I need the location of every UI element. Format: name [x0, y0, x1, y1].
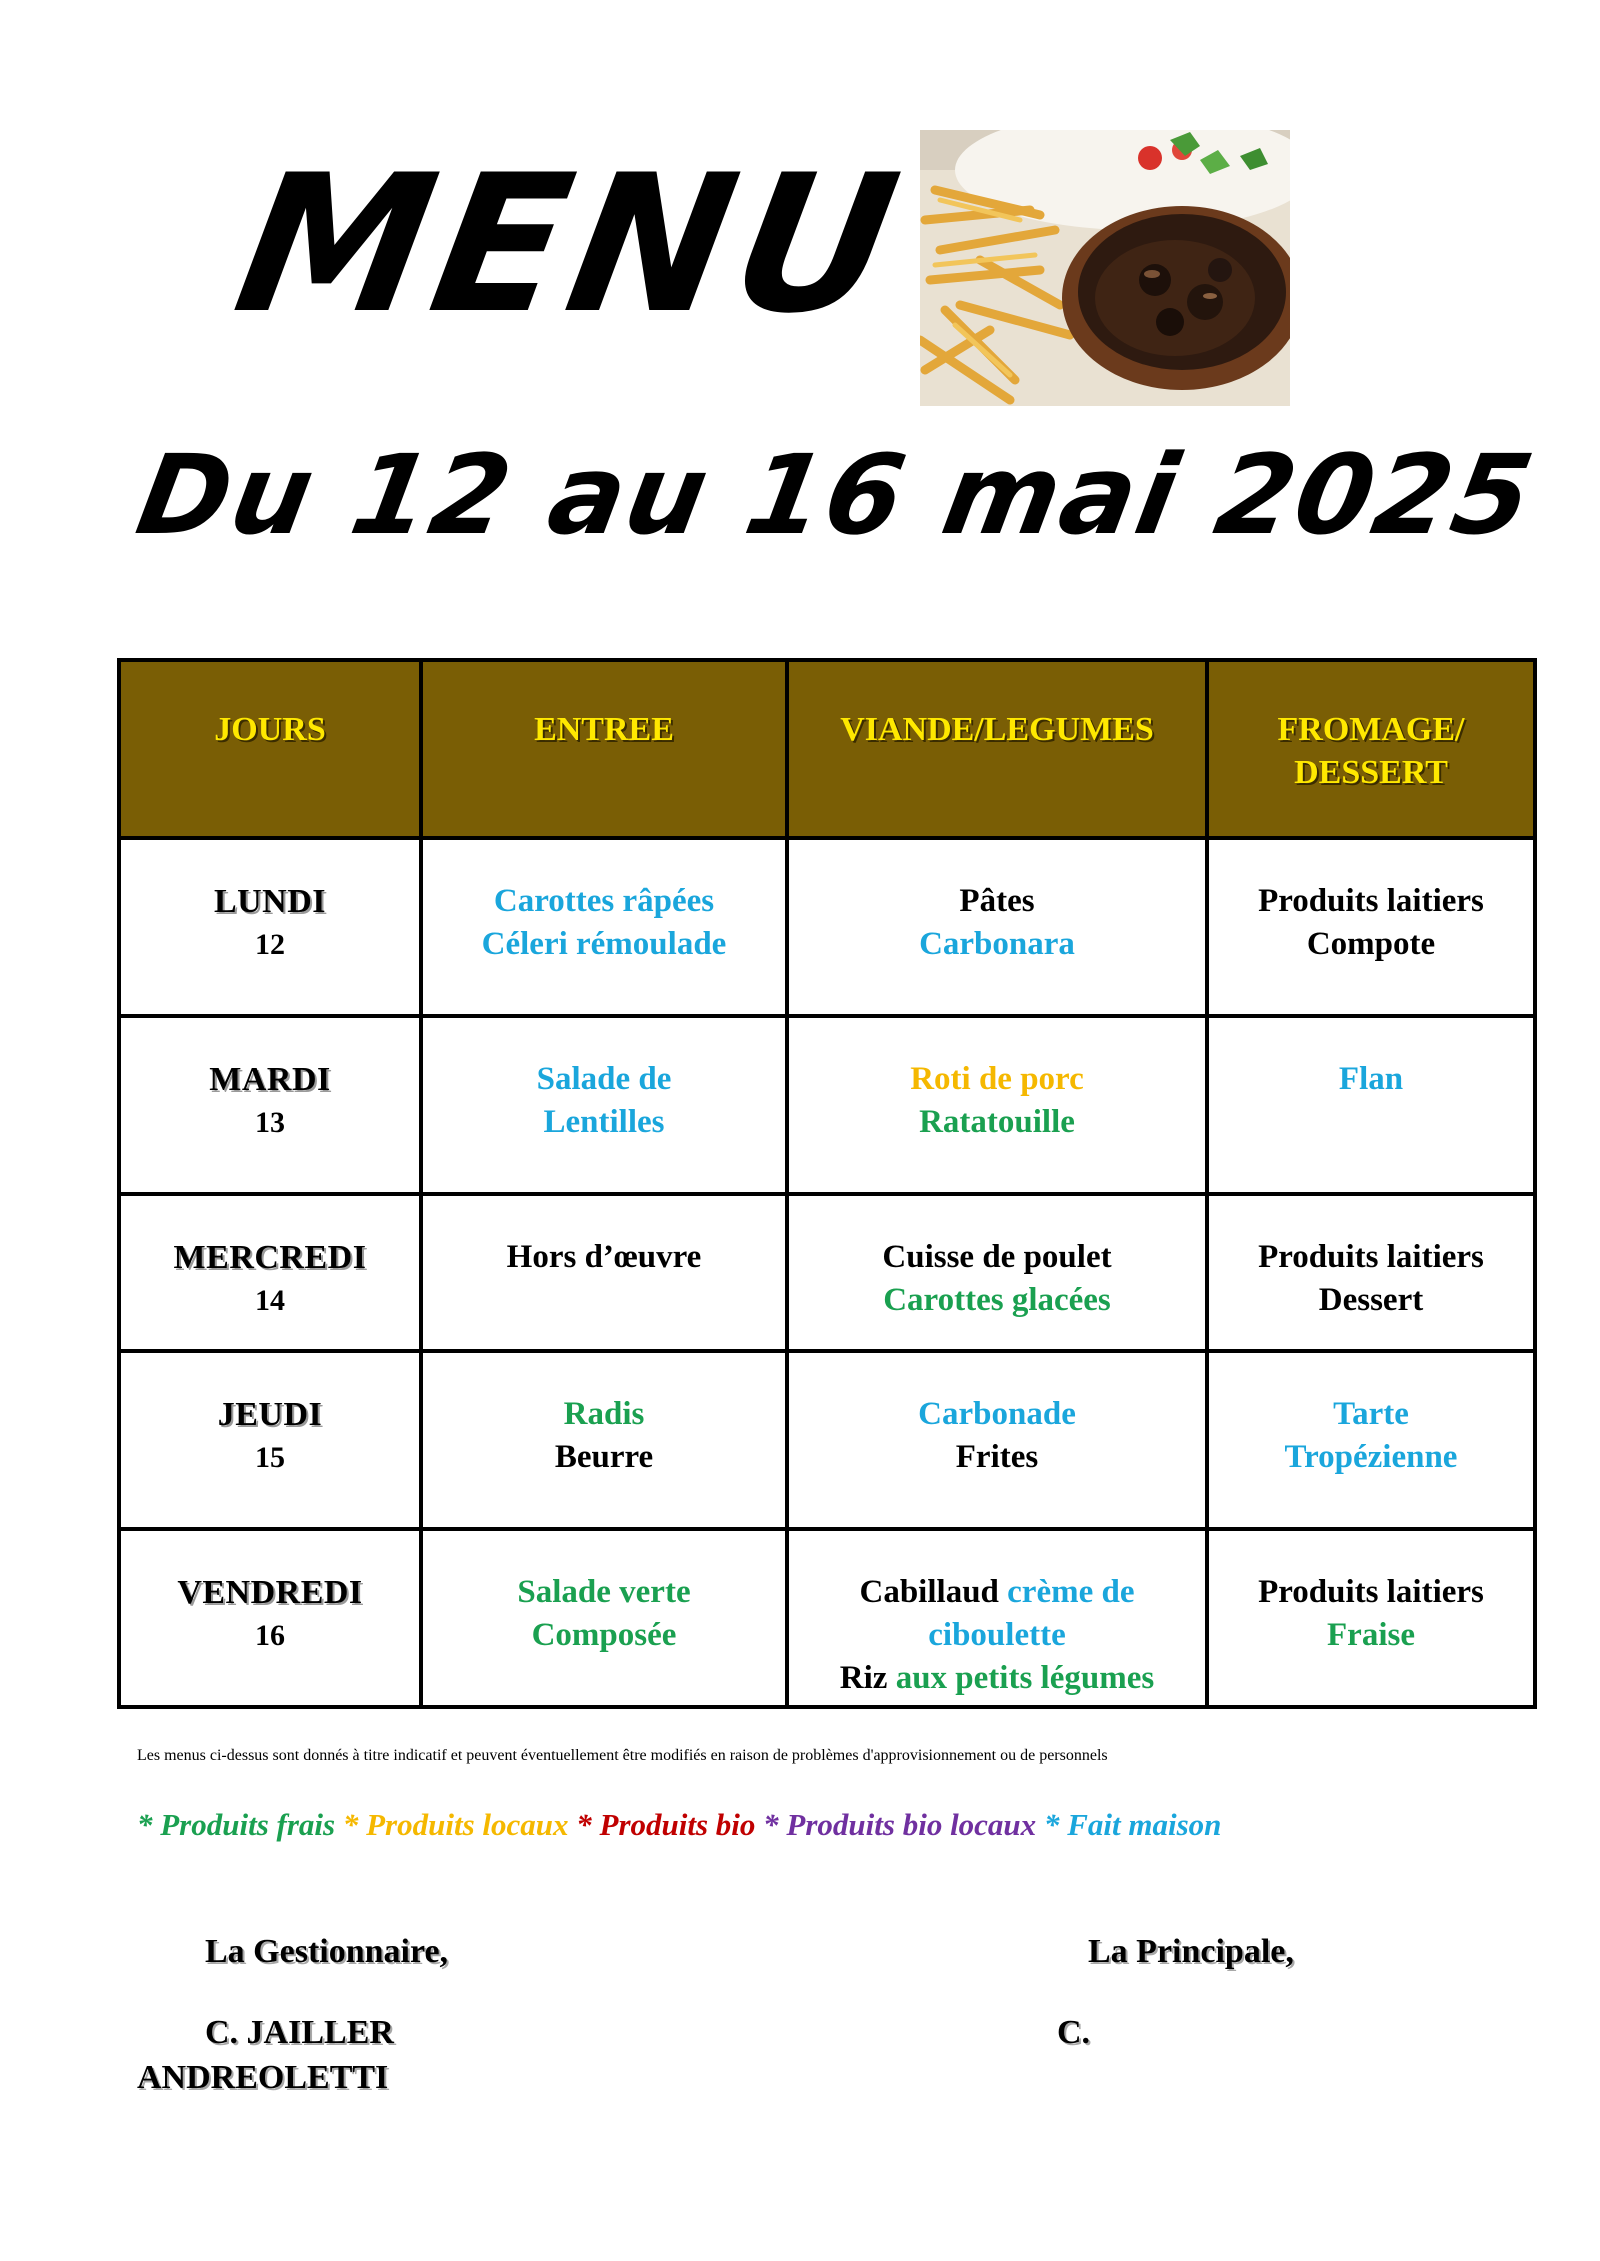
dish-line — [797, 1101, 1197, 1144]
dish-line-text: Carottes glacées — [883, 1282, 1111, 1318]
fromage-dessert-cell — [1207, 1351, 1535, 1529]
dish-line — [431, 1236, 777, 1279]
dish-line-text: Composée — [531, 1617, 677, 1653]
day-name: MARDI — [209, 1061, 331, 1098]
day-number: 16 — [255, 1619, 285, 1652]
dish-line — [1217, 1393, 1525, 1436]
legend-item: * Produits frais — [137, 1807, 336, 1842]
legend-item: * Produits locaux — [342, 1807, 569, 1842]
dish-line — [1217, 1614, 1525, 1657]
viande-legumes-cell — [787, 1016, 1207, 1194]
dish-line-text: ciboulette — [928, 1617, 1066, 1653]
dish-line — [797, 1657, 1197, 1700]
plate-of-fries-and-stew-photo — [920, 130, 1290, 406]
table-row — [119, 838, 1535, 1016]
dish-line — [797, 1614, 1197, 1657]
dish-line-text: Carbonara — [919, 926, 1075, 962]
dish-line-text: Produits laitiers — [1258, 883, 1484, 919]
dish-line — [797, 1571, 1197, 1614]
fromage-dessert-cell — [1207, 1016, 1535, 1194]
menu-title: MENU — [222, 134, 918, 355]
entree-cell — [421, 838, 787, 1016]
dish-line-text: Cabillaud — [859, 1574, 1008, 1610]
dish-line-text: Beurre — [554, 1439, 654, 1475]
dish-line-text: Cuisse de poulet — [882, 1239, 1112, 1275]
legend-item: * Fait maison — [1043, 1807, 1222, 1842]
dish-line — [431, 880, 777, 923]
legend — [137, 1806, 1357, 1844]
dish-line — [431, 1614, 777, 1657]
dish-line — [431, 923, 777, 966]
dish-line — [431, 1101, 777, 1144]
dish-line-text: Frites — [955, 1439, 1039, 1475]
day-name: MERCREDI — [173, 1239, 367, 1276]
entree-cell — [421, 1529, 787, 1707]
dish-line-text: Pâtes — [959, 883, 1035, 919]
dish-line-text: Carottes râpées — [493, 883, 715, 919]
dish-line-text: Riz — [839, 1660, 896, 1696]
dish-line-text: Dessert — [1318, 1282, 1424, 1318]
dish-line — [797, 1436, 1197, 1479]
column-header: JOURS — [119, 660, 421, 838]
dish-line — [431, 1436, 777, 1479]
fromage-dessert-cell — [1207, 1529, 1535, 1707]
dish-line-text: Lentilles — [543, 1104, 665, 1140]
dish-line — [431, 1058, 777, 1101]
dish-line-text: Salade de — [536, 1061, 672, 1097]
dish-line — [431, 1393, 777, 1436]
viande-legumes-cell — [787, 1351, 1207, 1529]
dish-line — [1217, 1279, 1525, 1322]
day-number: 15 — [255, 1441, 285, 1474]
dish-photo — [920, 130, 1290, 406]
dish-line — [797, 923, 1197, 966]
dish-line-text: Céleri rémoulade — [481, 926, 727, 962]
entree-cell — [421, 1016, 787, 1194]
entree-cell — [421, 1351, 787, 1529]
dish-line-text: crème de — [1007, 1574, 1135, 1610]
column-header: VIANDE/LEGUMES — [787, 660, 1207, 838]
viande-legumes-cell — [787, 838, 1207, 1016]
signature-gestionnaire-name-line1: C. JAILLER — [205, 2014, 394, 2051]
viande-legumes-cell — [787, 1529, 1207, 1707]
dish-line-text: Radis — [563, 1396, 645, 1432]
dish-line-text: Ratatouille — [919, 1104, 1075, 1140]
dish-line-text: Produits laitiers — [1258, 1574, 1484, 1610]
menu-table — [117, 658, 1537, 1709]
table-row — [119, 1194, 1535, 1351]
signature-principale-name: C. — [1057, 2014, 1091, 2051]
column-header: ENTREE — [421, 660, 787, 838]
dish-line — [1217, 1236, 1525, 1279]
dish-line-text: Roti de porc — [910, 1061, 1084, 1097]
day-cell — [119, 1529, 421, 1707]
dish-line-text: aux petits légumes — [895, 1660, 1155, 1696]
dish-line-text: Hors d’œuvre — [506, 1239, 702, 1275]
dish-line — [797, 1236, 1197, 1279]
day-cell — [119, 1016, 421, 1194]
signature-gestionnaire-role: La Gestionnaire, — [205, 1933, 449, 1970]
day-cell — [119, 1194, 421, 1351]
viande-legumes-cell — [787, 1194, 1207, 1351]
day-cell — [119, 1351, 421, 1529]
day-number: 13 — [255, 1106, 285, 1139]
day-number: 14 — [255, 1284, 285, 1317]
column-header: FROMAGE/ DESSERT — [1207, 660, 1535, 838]
dish-line — [1217, 880, 1525, 923]
dish-line-text: Tropézienne — [1284, 1439, 1458, 1475]
dish-line — [797, 1058, 1197, 1101]
dish-line-text: Compote — [1306, 926, 1436, 962]
dish-line — [1217, 1571, 1525, 1614]
table-row — [119, 1016, 1535, 1194]
signature-gestionnaire-name — [205, 2012, 394, 2054]
dish-line — [797, 1279, 1197, 1322]
dish-line — [1217, 1436, 1525, 1479]
dish-line-text: Carbonade — [918, 1396, 1076, 1432]
day-number: 12 — [255, 928, 285, 961]
day-name: VENDREDI — [177, 1574, 363, 1611]
day-name: JEUDI — [217, 1396, 323, 1433]
legend-item: * Produits bio locaux — [763, 1807, 1037, 1842]
day-cell — [119, 838, 421, 1016]
dish-line — [1217, 1058, 1525, 1101]
table-row — [119, 1529, 1535, 1707]
dish-line-text: Flan — [1338, 1061, 1404, 1097]
legend-item: * Produits bio — [576, 1807, 756, 1842]
table-header-row — [119, 660, 1535, 838]
dish-line-text: Tarte — [1333, 1396, 1409, 1432]
fromage-dessert-cell — [1207, 838, 1535, 1016]
disclaimer: Les menus ci-dessus sont donnés à titre indicatif et peuvent éventuellement être modifiés en raison de problèmes d'approvisionnement ou de personnels — [137, 1747, 1108, 1764]
dish-line — [797, 880, 1197, 923]
dish-line — [797, 1393, 1197, 1436]
signature-gestionnaire-name-line2: ANDREOLETTI — [137, 2059, 389, 2096]
entree-cell — [421, 1194, 787, 1351]
day-name: LUNDI — [213, 883, 327, 920]
dish-line-text: Fraise — [1327, 1617, 1415, 1653]
dish-line-text: Produits laitiers — [1258, 1239, 1484, 1275]
menu-period: Du 12 au 16 mai 2025 — [128, 431, 1544, 559]
dish-line — [431, 1571, 777, 1614]
fromage-dessert-cell — [1207, 1194, 1535, 1351]
dish-line — [1217, 923, 1525, 966]
dish-line-text: Salade verte — [517, 1574, 691, 1610]
signature-principale-role: La Principale, — [1088, 1933, 1294, 1970]
table-row — [119, 1351, 1535, 1529]
